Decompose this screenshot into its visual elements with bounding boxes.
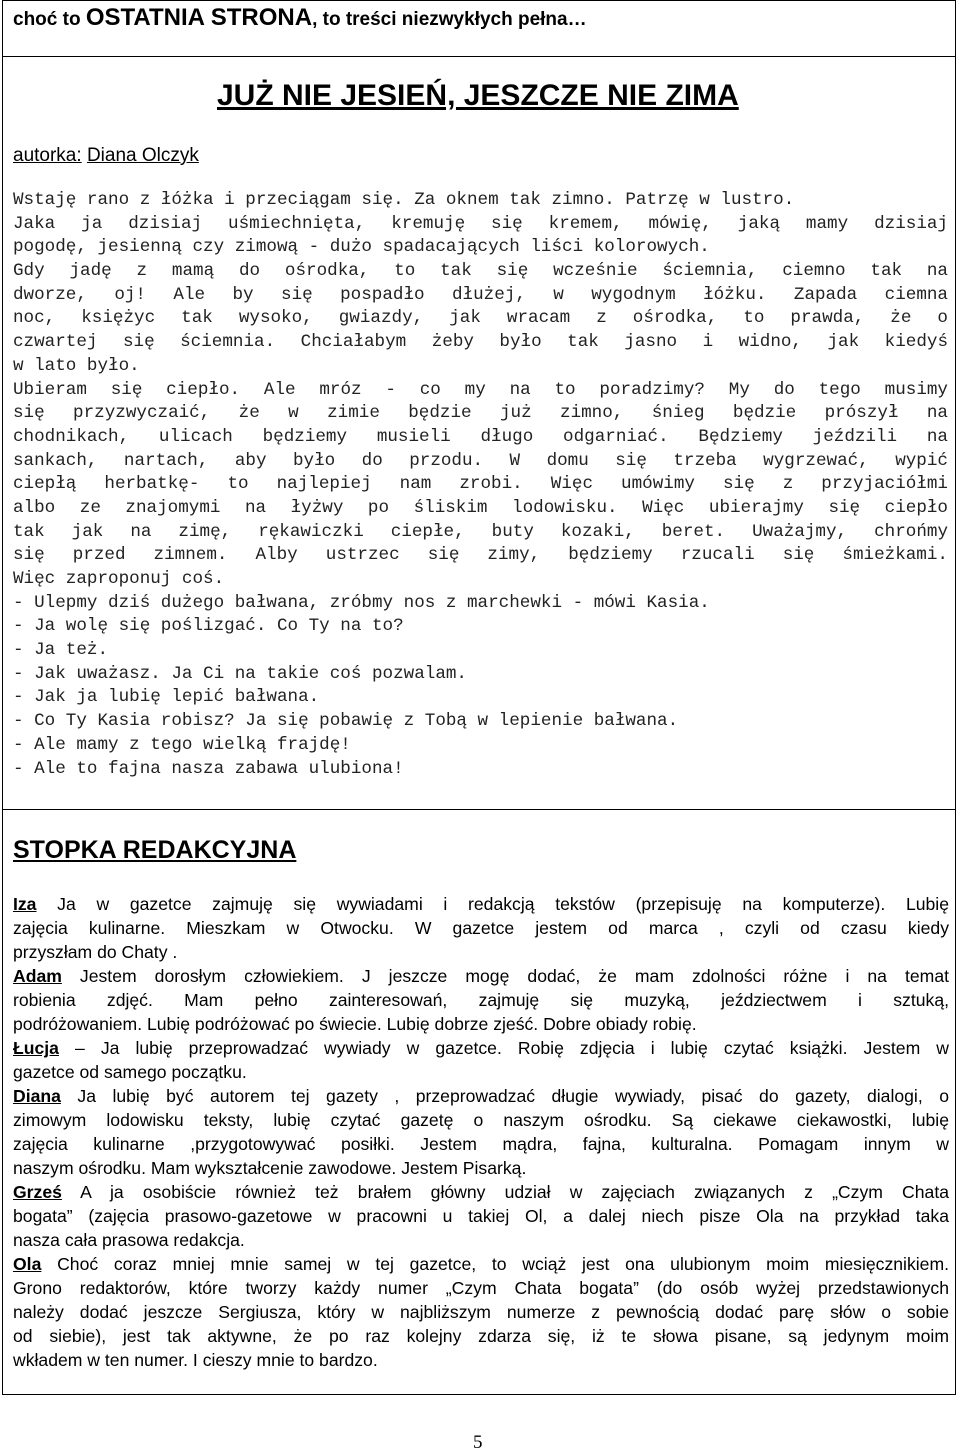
staff-list bbox=[13, 892, 949, 1372]
staff-member-name: Grześ bbox=[13, 1182, 62, 1202]
staff-line bbox=[13, 940, 949, 964]
header-box bbox=[2, 0, 956, 57]
story-line: sankach, nartach, aby było do przodu. W domu się trzeba wygrzewać, wypić bbox=[13, 450, 948, 471]
staff-line bbox=[13, 1132, 949, 1156]
staff-box bbox=[2, 808, 956, 1395]
staff-line bbox=[13, 1348, 949, 1372]
staff-line-text: – Ja lubię przeprowadzać wywiady w gazetce. Robię zdjęcia i lubię czytać książki. Jestem w bbox=[58, 1038, 949, 1058]
staff-line bbox=[13, 988, 949, 1012]
story-line: - Jak ja lubię lepić bałwana. bbox=[13, 687, 320, 708]
staff-line-text: Jestem dorosłym człowiekiem. J jeszcze mogę dodać, że mam zdolności różne i na temat bbox=[61, 966, 949, 986]
staff-line bbox=[13, 1324, 949, 1348]
staff-line-text: zajęcia kulinarne. Mieszkam w Otwocku. W gazetce jestem od marca , czyli od czasu kiedy bbox=[13, 918, 949, 938]
story-line: - Ja też. bbox=[13, 640, 109, 661]
story-text bbox=[13, 189, 948, 781]
story-line: Jaka ja dzisiaj uśmiechnięta, kremuję się kremem, mówię, jaką mamy dzisiaj bbox=[13, 213, 948, 234]
staff-line bbox=[13, 1156, 949, 1180]
staff-line bbox=[13, 964, 949, 988]
staff-line-text: zimowym lodowisku teksty, lubię czytać gazetę o naszym ośrodku. Są ciekawe ciekawostki, lubię bbox=[13, 1110, 949, 1130]
staff-line bbox=[13, 1084, 949, 1108]
story-line: ciepłą herbatkę- to najlepiej nam zrobi. Więc umówimy się z przyjaciółmi bbox=[13, 474, 948, 495]
author-name: Diana Olczyk bbox=[86, 145, 199, 166]
page-number: 5 bbox=[473, 1432, 483, 1453]
staff-line bbox=[13, 1300, 949, 1324]
staff-line-text: nasza cała prasowa redakcja. bbox=[13, 1230, 245, 1250]
staff-line-text: Ja w gazetce zajmuję się wywiadami i redakcją tekstów (przepisuję na komputerze). Lubię bbox=[36, 894, 949, 914]
story-line: - Ja wolę się poślizgać. Co Ty na to? bbox=[13, 616, 404, 637]
author-line bbox=[13, 145, 199, 167]
story-line: chodnikach, ulicach będziemy musieli długo odgarniać. Będziemy jeździli na bbox=[13, 426, 948, 447]
staff-line-text: przyszłam do Chaty . bbox=[13, 942, 178, 962]
staff-line-text: podróżowaniem. Lubię podróżować po świecie. Lubię dobrze zjeść. Dobre obiady robię. bbox=[13, 1014, 697, 1034]
staff-line-text: naszym ośrodku. Mam wykształcenie zawodowe. Jestem Pisarką. bbox=[13, 1158, 527, 1178]
staff-line-text: gazetce od samego początku. bbox=[13, 1062, 247, 1082]
story-line: Gdy jadę z mamą do ośrodka, to tak się wcześnie ściemnia, ciemno tak na bbox=[13, 261, 948, 282]
story-line: - Ale to fajna nasza zabawa ulubiona! bbox=[13, 758, 404, 779]
header-big: OSTATNIA STRONA bbox=[85, 4, 313, 31]
staff-line bbox=[13, 916, 949, 940]
story-line: Wstaję rano z łóżka i przeciągam się. Za oknem tak zimno. Patrzę w lustro. bbox=[13, 190, 795, 210]
story-line: - Co Ty Kasia robisz? Ja się pobawię z Tobą w lepienie bałwana. bbox=[13, 711, 679, 732]
story-line: tak jak na zimę, rękawiczki ciepłe, buty kozaki, beret. Uważajmy, chrońmy bbox=[13, 521, 948, 542]
staff-line-text: wkładem w ten numer. I cieszy mnie to bardzo. bbox=[13, 1350, 378, 1370]
staff-line bbox=[13, 1060, 949, 1084]
staff-line-text: Choć coraz mniej mnie samej w tej gazetce, to wciąż jest ona ulubionym moim miesięcznikiem. bbox=[41, 1254, 949, 1274]
staff-line bbox=[13, 1276, 949, 1300]
staff-line-text: Grono redaktorów, które tworzy każdy numer „Czym Chata bogata” (do osób wyżej przedstawionych bbox=[13, 1278, 949, 1298]
staff-heading: STOPKA REDAKCYJNA bbox=[13, 836, 297, 864]
staff-line-text: Ja lubię być autorem tej gazety , przeprowadzać długie wywiady, pisać do gazety, dialogi, o bbox=[60, 1086, 949, 1106]
header-pre: choć to bbox=[13, 9, 86, 30]
story-title: JUŻ NIE JESIEŃ, JESZCZE NIE ZIMA bbox=[217, 79, 739, 112]
staff-line-text: zajęcia kulinarne ,przygotowywać posiłki. Jestem mądra, fajna, kulturalna. Pomagam innym w bbox=[13, 1134, 949, 1154]
staff-line-text: należy dodać jeszcze Sergiusza, który w najbliższym numerze z pewnością dodać parę słów o sobie bbox=[13, 1302, 949, 1322]
story-line: - Ulepmy dziś dużego bałwana, zróbmy nos z marchewki - mówi Kasia. bbox=[13, 592, 710, 613]
staff-line bbox=[13, 892, 949, 916]
story-line: się przed zimnem. Alby ustrzec się zimy, będziemy rzucali się śmieżkami. bbox=[13, 545, 948, 566]
staff-line bbox=[13, 1180, 949, 1204]
story-line: dworze, oj! Ale by się pospadło dłużej, w wygodnym łóżku. Zapada ciemna bbox=[13, 284, 948, 305]
story-box bbox=[2, 56, 956, 810]
staff-line bbox=[13, 1228, 949, 1252]
story-line: Więc zaproponuj coś. bbox=[13, 569, 225, 589]
story-line: czwartej się ściemnia. Chciałabym żeby było tak jasno i widno, jak kiedyś bbox=[13, 332, 948, 353]
staff-line-text: od siebie), jest tak aktywne, że po raz kolejny zdarza się, iż te słowa pisane, są jedynym moim bbox=[13, 1326, 949, 1346]
story-line: noc, księżyc tak wysoko, gwiazdy, jak wracam z ośrodka, to prawda, że o bbox=[13, 308, 948, 329]
staff-member-name: Iza bbox=[13, 894, 37, 914]
author-label: autorka: bbox=[13, 145, 82, 166]
staff-member-name: Adam bbox=[13, 966, 62, 986]
staff-line-text: bogata” (zajęcia prasowo-gazetowe w pracowni u takiej Ol, a dalej niech pisze Ola na przykład taka bbox=[13, 1206, 949, 1226]
story-line: się przyzwyczaić, że w zimie będzie już zimno, śnieg będzie prószył na bbox=[13, 403, 948, 424]
staff-line bbox=[13, 1204, 949, 1228]
header-post: , to treści niezwykłych pełna… bbox=[312, 9, 587, 30]
story-line: - Ale mamy z tego wielką frajdę! bbox=[13, 734, 351, 755]
story-line: Ubieram się ciepło. Ale mróz - co my na to poradzimy? My do tego musimy bbox=[13, 379, 948, 400]
staff-line bbox=[13, 1012, 949, 1036]
staff-member-name: Ola bbox=[13, 1254, 42, 1274]
story-line: w lato było. bbox=[13, 355, 140, 376]
staff-line bbox=[13, 1108, 949, 1132]
staff-line bbox=[13, 1036, 949, 1060]
staff-line-text: A ja osobiście również też brałem główny udział w zajęciach związanych z „Czym Chata bbox=[61, 1182, 949, 1202]
story-line: albo ze znajomymi na łyżwy po śliskim lodowisku. Więc ubierajmy się ciepło bbox=[13, 497, 948, 518]
story-line: pogodę, jesienną czy zimową - dużo spadacających liści kolorowych. bbox=[13, 237, 710, 258]
story-line: - Jak uważasz. Ja Ci na takie coś pozwalam. bbox=[13, 663, 467, 684]
staff-member-name: Łucja bbox=[13, 1038, 59, 1058]
staff-line-text: robienia zdjęć. Mam pełno zainteresowań, zajmuję się muzyką, jeździectwem i sztuką, bbox=[13, 990, 949, 1010]
staff-member-name: Diana bbox=[13, 1086, 61, 1106]
page-header-title bbox=[13, 4, 587, 32]
staff-line bbox=[13, 1252, 949, 1276]
